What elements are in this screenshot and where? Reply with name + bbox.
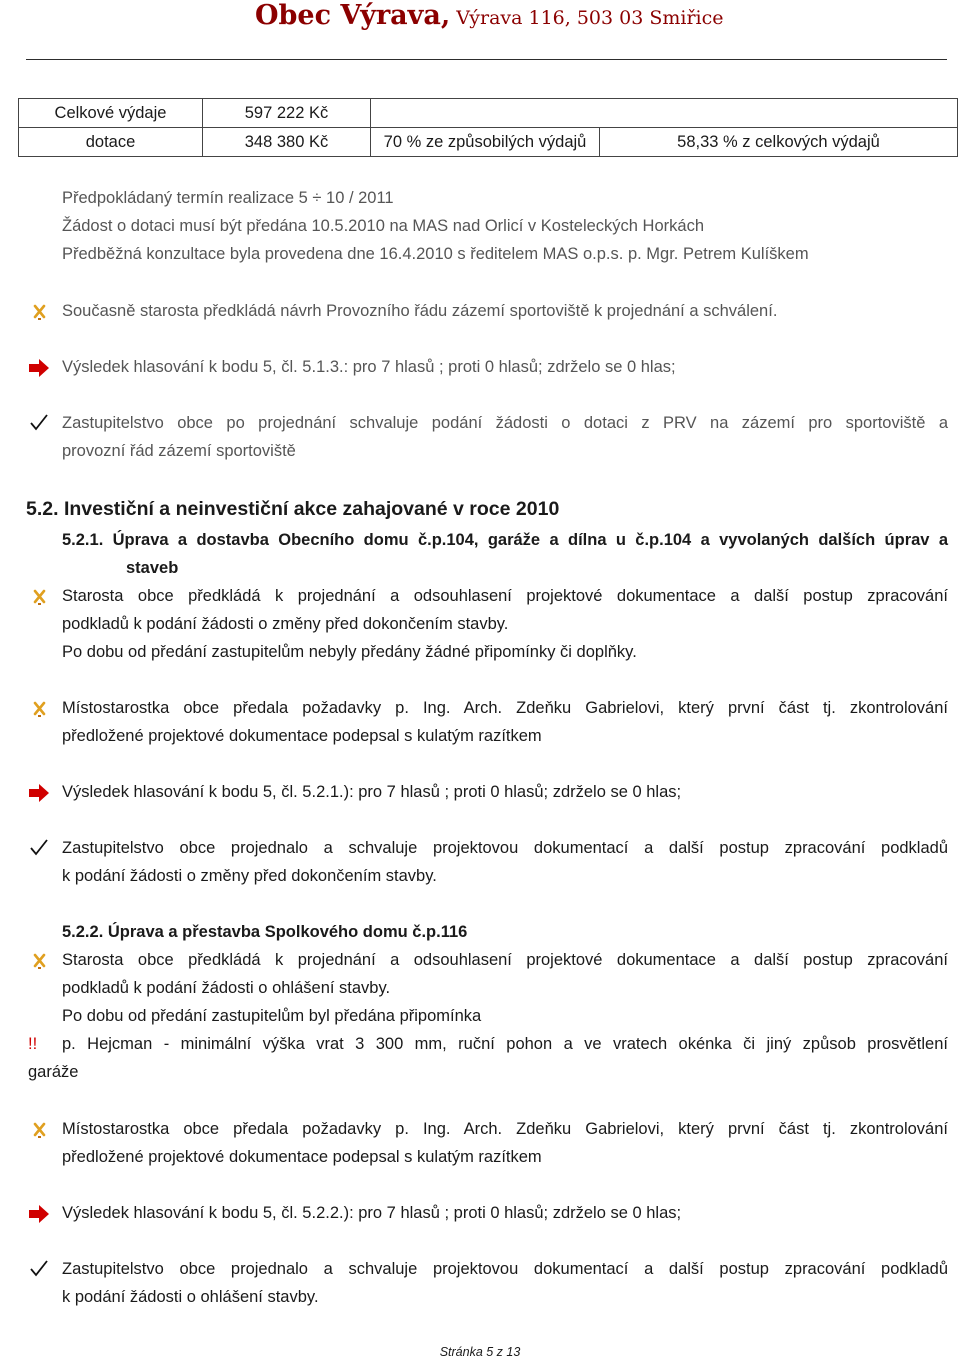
table-cell: 58,33 % z celkových výdajů <box>600 128 958 157</box>
check-bullet-icon <box>28 1259 50 1279</box>
page-number: Stránka 5 z 13 <box>439 1345 521 1359</box>
cross-bullet-icon <box>28 1120 50 1140</box>
table-cell: dotace <box>19 128 203 157</box>
arrow-bullet-icon <box>28 1204 50 1224</box>
note-marker: !! <box>28 1035 38 1053</box>
paragraph-line: Starosta obce předkládá k projednání a odsouhlasení projektové dokumentace a další postup zpracování <box>62 587 948 605</box>
note-line: garáže <box>28 1063 79 1081</box>
paragraph-line: Současně starosta předkládá návrh Provozního řádu zázemí sportoviště k projednání a schválení. <box>62 302 778 320</box>
section-heading: 5.2. Investiční a neinvestiční akce zahajované v roce 2010 <box>26 498 560 520</box>
cross-bullet-icon <box>28 302 50 322</box>
paragraph-line: předložené projektové dokumentace podepsal s kulatým razítkem <box>62 727 542 745</box>
vote-result: Výsledek hlasování k bodu 5, čl. 5.2.2.): pro 7 hlasů ; proti 0 hlasů; zdrželo se 0 hlas; <box>62 1204 682 1222</box>
page-header <box>0 0 960 60</box>
paragraph-line: Starosta obce předkládá k projednání a odsouhlasení projektové dokumentace a další postup zpracování <box>62 951 948 969</box>
resolution-line: Zastupitelstvo obce po projednání schvaluje podání žádosti o dotaci z PRV na zázemí pro sportoviště a <box>62 414 948 432</box>
cross-bullet-icon <box>28 587 50 607</box>
info-line: Předběžná konzultace byla provedena dne 16.4.2010 s ředitelem MAS o.p.s. p. Mgr. Petrem Kulíškem <box>62 245 809 263</box>
paragraph-line: předložené projektové dokumentace podepsal s kulatým razítkem <box>62 1148 542 1166</box>
header-title-main: Obec Výrava, <box>255 0 451 31</box>
resolution-line: k podání žádosti o ohlášení stavby. <box>62 1288 319 1306</box>
info-line: Žádost o dotaci musí být předána 10.5.2010 na MAS nad Orlicí v Kosteleckých Horkách <box>62 217 705 235</box>
table-row <box>19 99 958 128</box>
table-cell <box>371 99 958 128</box>
vote-result: Výsledek hlasování k bodu 5, čl. 5.2.1.): pro 7 hlasů ; proti 0 hlasů; zdrželo se 0 hlas; <box>62 783 682 801</box>
subsection-heading: staveb <box>126 559 179 577</box>
paragraph-line: Po dobu od předání zastupitelům nebyly předány žádné připomínky či doplňky. <box>62 643 637 661</box>
vote-result: Výsledek hlasování k bodu 5, čl. 5.1.3.: pro 7 hlasů ; proti 0 hlasů; zdrželo se 0 hlas; <box>62 358 676 376</box>
cross-bullet-icon <box>28 951 50 971</box>
resolution-line: k podání žádosti o změny před dokončením stavby. <box>62 867 437 885</box>
info-line: Předpokládaný termín realizace 5 ÷ 10 / 2011 <box>62 189 394 207</box>
subsection-heading: 5.2.2. Úprava a přestavba Spolkového domu č.p.116 <box>62 923 468 941</box>
paragraph-line: podkladů k podání žádosti o ohlášení stavby. <box>62 979 391 997</box>
header-title <box>255 0 724 31</box>
table-cell: 597 222 Kč <box>203 99 371 128</box>
resolution-line: provozní řád zázemí sportoviště <box>62 442 296 460</box>
table-row <box>19 128 958 157</box>
table-cell: 70 % ze způsobilých výdajů <box>371 128 600 157</box>
arrow-bullet-icon <box>28 783 50 803</box>
note-line: p. Hejcman - minimální výška vrat 3 300 mm, ruční pohon a ve vratech okénka či jiný způsob prosvětlení <box>62 1035 948 1053</box>
check-bullet-icon <box>28 838 50 858</box>
resolution-line: Zastupitelstvo obce projednalo a schvaluje projektovou dokumentací a další postup zpracování podkladů <box>62 839 948 857</box>
table-cell: Celkové výdaje <box>19 99 203 128</box>
paragraph-line: Místostarostka obce předala požadavky p. Ing. Arch. Zdeňku Gabrielovi, který první část tj. zkontrolování <box>62 699 948 717</box>
subsection-heading: 5.2.1. Úprava a dostavba Obecního domu č.p.104, garáže a dílna u č.p.104 a vyvolaných dalších úprav a <box>62 531 948 549</box>
paragraph-line: Místostarostka obce předala požadavky p. Ing. Arch. Zdeňku Gabrielovi, který první část tj. zkontrolování <box>62 1120 948 1138</box>
finance-table <box>18 98 958 157</box>
check-bullet-icon <box>28 413 50 433</box>
resolution-line: Zastupitelstvo obce projednalo a schvaluje projektovou dokumentací a další postup zpracování podkladů <box>62 1260 948 1278</box>
table-cell: 348 380 Kč <box>203 128 371 157</box>
cross-bullet-icon <box>28 699 50 719</box>
header-rule <box>26 59 947 60</box>
paragraph-line: podkladů k podání žádosti o změny před dokončením stavby. <box>62 615 509 633</box>
arrow-bullet-icon <box>28 358 50 378</box>
paragraph-line: Po dobu od předání zastupitelům byl předána připomínka <box>62 1007 482 1025</box>
header-title-address: Výrava 116, 503 03 Smiřice <box>450 7 724 29</box>
